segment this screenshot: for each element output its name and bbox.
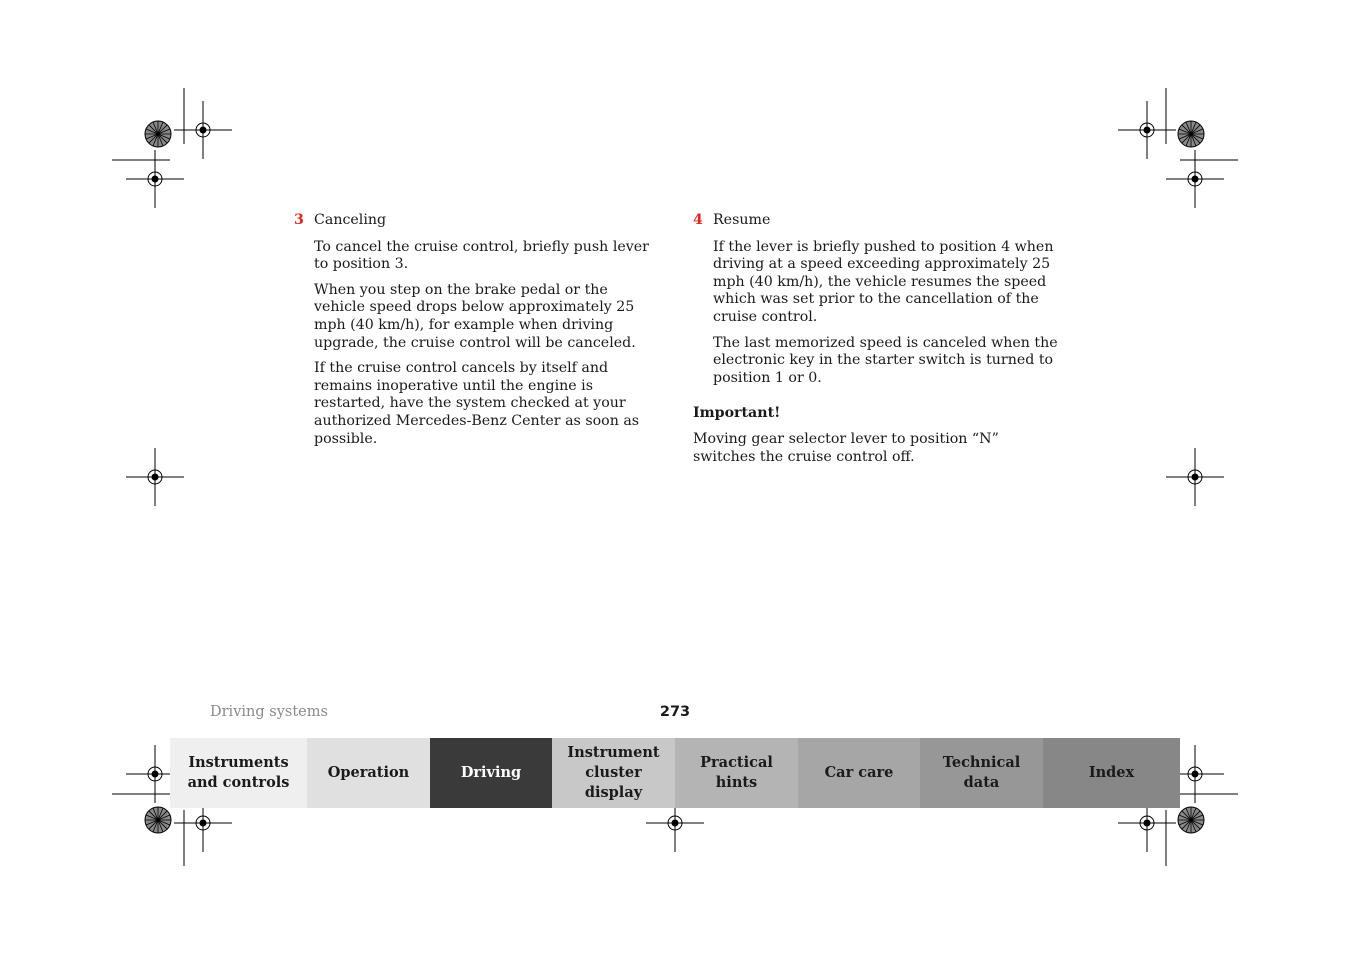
important-heading: Important!: [693, 405, 781, 422]
left-column: [294, 212, 654, 456]
paragraph: To cancel the cruise control, briefly push lever to position 3.: [314, 238, 649, 273]
paragraph: If the cruise control cancels by itself and remains inoperative until the engine is restarted, have the system checked at your authorized Mercedes-Benz Center as soon as possible.: [314, 360, 640, 447]
item-resume-header: [693, 212, 1063, 230]
chapter-nav: [170, 738, 1180, 808]
tab-technical-data[interactable]: Technical data: [920, 738, 1043, 808]
tab-practical-hints[interactable]: Practical hints: [675, 738, 798, 808]
tab-driving[interactable]: Driving: [430, 738, 552, 808]
tab-operation[interactable]: Operation: [307, 738, 430, 808]
paragraph: The last memorized speed is canceled when the electronic key in the starter switch is turned to position 1 or 0.: [713, 334, 1058, 386]
item-number: 3: [294, 212, 304, 228]
item-canceling-header: [294, 212, 654, 230]
right-column: [693, 212, 1063, 466]
paragraph: If the lever is briefly pushed to position 4 when driving at a speed exceeding approximately 25 mph (40 km/h), the vehicle resumes the speed which was set prior to the cancellation of the cruise control.: [713, 238, 1054, 325]
item-title: Canceling: [314, 212, 387, 228]
paragraph: When you step on the brake pedal or the vehicle speed drops below approximately 25 mph (40 km/h), for example when driving upgrade, the cruise control will be canceled.: [314, 281, 636, 351]
tab-instruments-and-controls[interactable]: Instruments and controls: [170, 738, 307, 808]
tab-instrument-cluster-display[interactable]: Instrument cluster display: [552, 738, 675, 808]
tab-index[interactable]: Index: [1043, 738, 1180, 808]
tab-car-care[interactable]: Car care: [798, 738, 920, 808]
page-number: 273: [659, 704, 691, 720]
item-number: 4: [693, 212, 703, 228]
item-title: Resume: [713, 212, 771, 228]
section-title: Driving systems: [210, 704, 328, 720]
important-text: Moving gear selector lever to position “N” switches the cruise control off.: [693, 430, 999, 465]
